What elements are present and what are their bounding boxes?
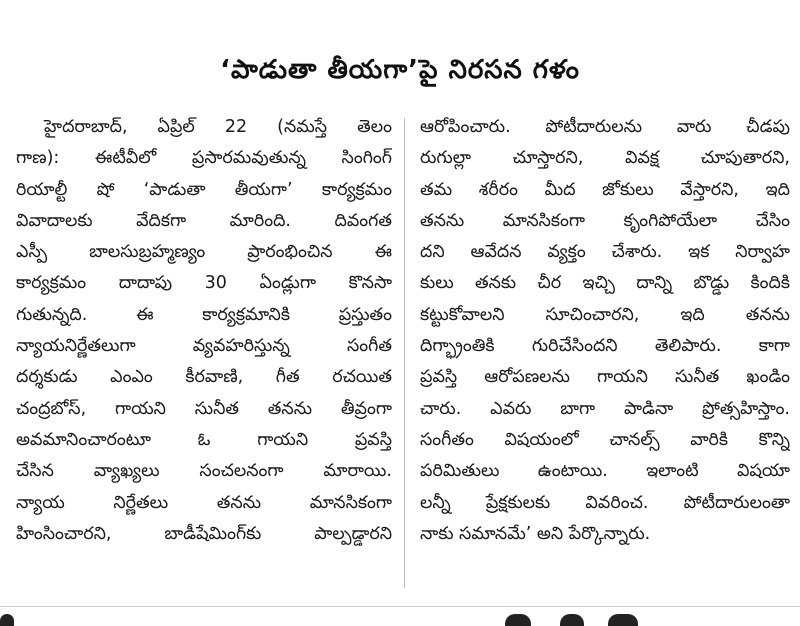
article-headline: ‘పాడుతా తీయగా’పై నిరసన గళం xyxy=(220,55,580,86)
body-line: నాకు సమానమే’ అని పేర్కొన్నారు. xyxy=(420,523,651,544)
body-line: ప్రవస్తి ఆరోపణలను గాయని సునీత ఖండిం xyxy=(420,367,790,388)
body-line: తమ శరీరం మీద జోకులు వేస్తారని, ఇది xyxy=(420,179,790,200)
body-line: రియాల్టీ షో ‘పాడుతా తీయగా’ కార్యక్రమం xyxy=(16,179,392,200)
body-line: పరిమితులు ఉంటాయి. ఇలాంటి విషయా xyxy=(420,461,790,482)
body-line: చేసిన వ్యాఖ్యలు సంచలనంగా మారాయి. xyxy=(16,461,392,482)
body-line: ఆరోపించారు. పోటీదారులను వారు చీడపు xyxy=(420,117,790,137)
page-divider xyxy=(0,606,800,607)
body-line: హింసించారని, బాడీషేమింగ్‌కు పాల్పడ్డారని xyxy=(16,523,392,544)
column-divider xyxy=(404,118,405,588)
body-line: చారు. ఎవరు బాగా పాడినా ప్రోత్సహిస్తాం. xyxy=(420,398,790,419)
cropped-headline-glyph xyxy=(505,614,531,626)
body-line: న్యాయనిర్ణేతలుగా వ్యవహరిస్తున్న సంగీత xyxy=(16,336,392,357)
body-line: రుగుల్లా చూస్తారని, వివక్ష చూపుతారని, xyxy=(420,148,790,169)
body-line: కట్టుకోవాలని సూచించారని, ఇది తనను xyxy=(420,304,790,325)
body-line: గాణ): ఈటీవీలో ప్రసారమవుతున్న సింగింగ్‌ xyxy=(16,148,392,169)
body-line: సంగీతం విషయంలో చానల్స్‌ వారికి కొన్ని xyxy=(420,429,790,450)
body-line: వివాదాలకు వేదికగా మారింది. దివంగత xyxy=(16,210,392,231)
body-line: హైదరాబాద్‌, ఏప్రిల్‌ 22 (నమస్తే తెలం xyxy=(44,117,392,137)
next-article-edge xyxy=(0,604,800,626)
body-line: గుతున్నది. ఈ కార్యక్రమానికి ప్రస్తుతం xyxy=(16,304,392,325)
body-line: అవమానించారంటూ ఓ గాయని ప్రవస్తి xyxy=(16,429,392,450)
cropped-headline-glyph xyxy=(560,614,584,626)
body-line: చంద్రబోస్‌, గాయని సునీత తనను తీవ్రంగా xyxy=(16,398,392,419)
body-line: న్యాయ నిర్ణేతలు తనను మానసికంగా xyxy=(16,492,392,513)
body-line: దని ఆవేదన వ్యక్తం చేశారు. ఇక నిర్వాహ xyxy=(420,242,790,263)
cropped-headline-glyph xyxy=(608,614,638,626)
body-line: దర్శకుడు ఎంఎం కీరవాణి, గీత రచయిత xyxy=(16,367,392,388)
body-line: ఎస్పీ బాలసుబ్రహ్మణ్యం ప్రారంభించిన ఈ xyxy=(16,242,392,263)
body-line: తనను మానసికంగా కృంగిపోయేలా చేసిం xyxy=(420,210,790,231)
body-line: కులు తనకు చీర ఇచ్చి దాన్ని బొడ్డు కిందికి xyxy=(420,273,790,294)
body-line: కార్యక్రమం దాదాపు 30 ఏండ్లుగా కొనసా xyxy=(16,273,392,294)
article-column-left xyxy=(16,112,392,550)
body-line: లన్నీ ప్రేక్షకులకు వివరించ. పోటీదారులంతా xyxy=(420,492,790,513)
article-column-right xyxy=(420,112,790,550)
cropped-headline-glyph xyxy=(0,614,14,626)
body-line: దిగ్భ్రాంతికి గురిచేసిందని తెలిపారు. కాగా xyxy=(420,336,790,357)
